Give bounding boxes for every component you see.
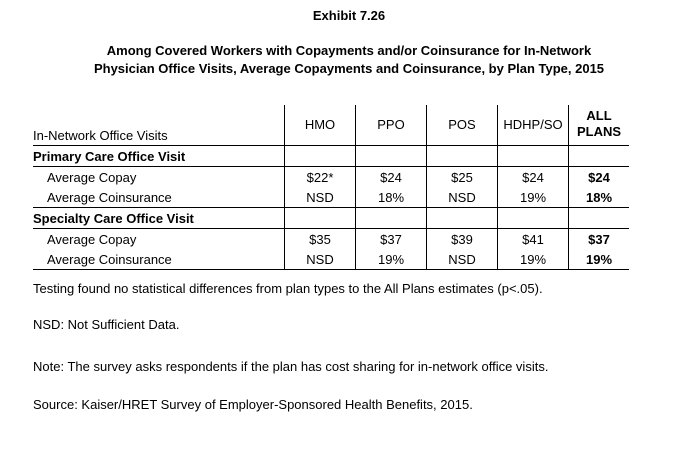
row-label: Average Copay: [47, 231, 137, 247]
table-cell-all-plans: 19%: [569, 249, 630, 270]
table-cell: 19%: [498, 187, 569, 208]
table-cell: $22*: [285, 167, 356, 188]
table-cell: $41: [498, 229, 569, 250]
table-cell: $24: [356, 167, 427, 188]
table-cell: NSD: [285, 249, 356, 270]
table-cell: NSD: [427, 249, 498, 270]
row-header: In-Network Office Visits: [33, 128, 168, 143]
table-cell: $37: [356, 229, 427, 250]
section-label-primary-care: Primary Care Office Visit: [33, 148, 186, 164]
column-header-hdhp: HDHP/SO: [498, 105, 569, 146]
table-cell: NSD: [427, 187, 498, 208]
table-cell: $35: [285, 229, 356, 250]
column-header-all-plans: ALL PLANS: [569, 105, 630, 146]
copay-coinsurance-table: [33, 105, 629, 270]
table-cell-all-plans: $24: [569, 167, 630, 188]
table-cell-all-plans: 18%: [569, 187, 630, 208]
table-cell: 19%: [498, 249, 569, 270]
title-line-2: Physician Office Visits, Average Copayments and Coinsurance, by Plan Type, 2015: [93, 61, 605, 76]
table-cell: 18%: [356, 187, 427, 208]
column-header-pos: POS: [427, 105, 498, 146]
table-cell: NSD: [285, 187, 356, 208]
row-label: Average Coinsurance: [47, 251, 172, 267]
column-header-ppo: PPO: [356, 105, 427, 146]
table-cell: $39: [427, 229, 498, 250]
table-cell: $24: [498, 167, 569, 188]
column-header-hmo: HMO: [285, 105, 356, 146]
row-label: Average Coinsurance: [47, 189, 172, 205]
table-cell-all-plans: $37: [569, 229, 630, 250]
exhibit-number: Exhibit 7.26: [312, 8, 386, 23]
title-line-1: Among Covered Workers with Copayments and/or Coinsurance for In-Network: [106, 43, 592, 58]
note-source: Source: Kaiser/HRET Survey of Employer-Sponsored Health Benefits, 2015.: [33, 397, 473, 412]
table-cell: 19%: [356, 249, 427, 270]
table-cell: $25: [427, 167, 498, 188]
row-label: Average Copay: [47, 169, 137, 185]
section-label-specialty-care: Specialty Care Office Visit: [33, 210, 194, 226]
note-nsd: NSD: Not Sufficient Data.: [33, 317, 180, 332]
note-survey: Note: The survey asks respondents if the plan has cost sharing for in-network office visits.: [33, 359, 549, 374]
chart-title: [0, 42, 698, 78]
note-testing: Testing found no statistical differences from plan types to the All Plans estimates (p<.05).: [33, 281, 543, 296]
